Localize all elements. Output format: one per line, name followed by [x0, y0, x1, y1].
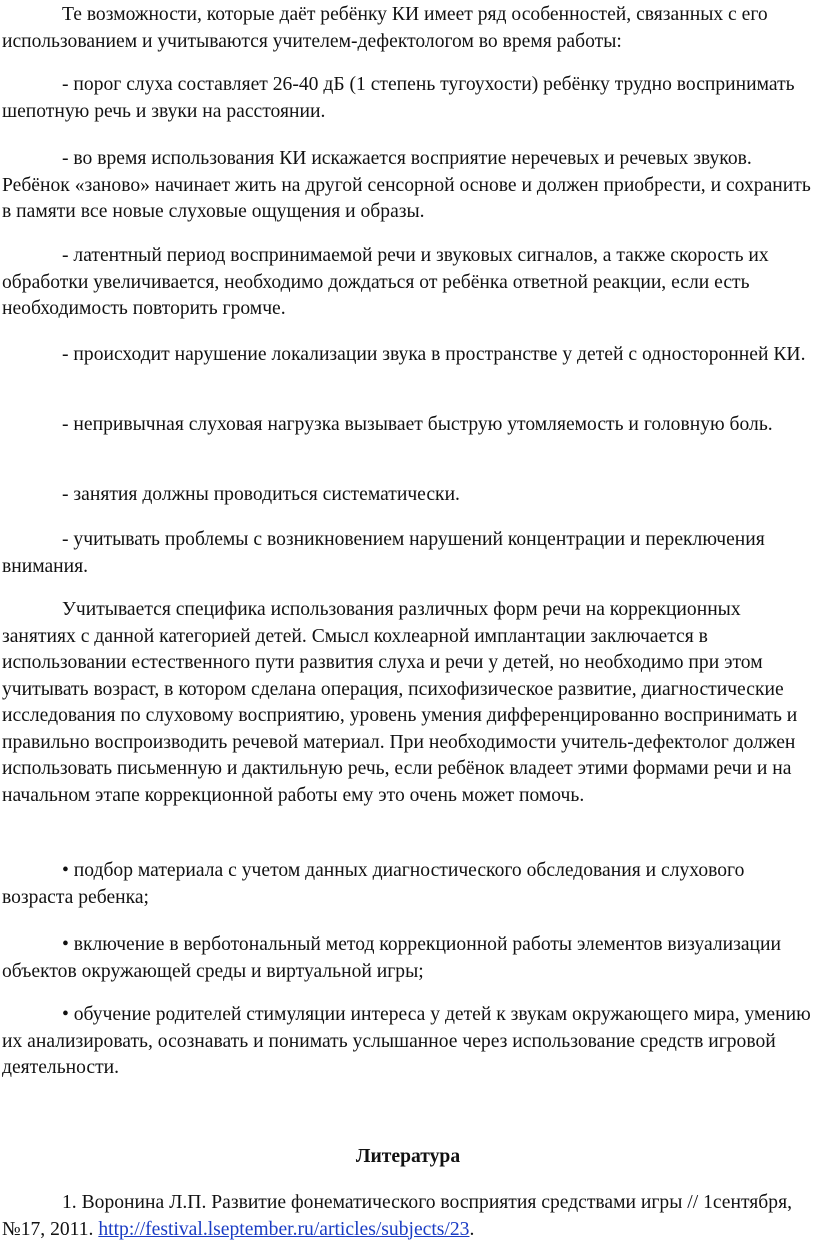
paragraph-systematic-lessons: - занятия должны проводиться систематически. — [62, 484, 460, 505]
paragraph-concentration: - учитывать проблемы с возникновением нарушений концентрации и переключения внимания. — [2, 529, 765, 577]
paragraph-hearing-threshold: - порог слуха составляет 26-40 дБ (1 степень тугоухости) ребёнку трудно воспринимать шепотную речь и звуки на расстоянии. — [2, 74, 795, 122]
bullet-parent-training: • обучение родителей стимуляции интереса у детей к звукам окружающего мира, умению их анализировать, осознавать и понимать услышанное через использование средств игровой деятельности. — [2, 1004, 811, 1078]
paragraph-sound-localization: - происходит нарушение локализации звука в пространстве у детей с односторонней КИ. — [62, 344, 806, 365]
literature-item-1-end: . — [469, 1218, 475, 1240]
paragraph-auditory-load: - непривычная слуховая нагрузка вызывает быструю утомляемость и головную боль. — [62, 414, 773, 435]
paragraph-intro: Те возможности, которые даёт ребёнку КИ имеет ряд особенностей, связанных с его использованием и учитываются учителем-дефектологом во время работы: — [2, 4, 768, 52]
bullet-material-selection: • подбор материала с учетом данных диагностического обследования и слухового возраста ребенка; — [2, 860, 745, 908]
literature-item-1-link[interactable]: http://festival.lseptember.ru/articles/subjects/23 — [98, 1218, 470, 1240]
paragraph-latent-period: - латентный период воспринимаемой речи и звуковых сигналов, а также скорость их обработки увеличивается, необходимо дождаться от ребёнка ответной реакции, если есть необходимость повторить громче. — [2, 245, 769, 319]
literature-item-1-text: 1. Воронина Л.П. Развитие фонематического восприятия средствами игры // 1сентября, №17, 2011. — [2, 1192, 792, 1240]
bullet-verbotonal-method: • включение в верботональный метод коррекционной работы элементов визуализации объектов окружающей среды и виртуальной игры; — [2, 934, 781, 982]
literature-heading: Литература — [355, 1146, 461, 1167]
paragraph-sound-distortion: - во время использования КИ искажается восприятие неречевых и речевых звуков. Ребёнок «заново» начинает жить на другой сенсорной основе и должен приобрести, и сохранить в памяти все новые слуховые ощущения и образы. — [2, 148, 811, 222]
literature-item-1 — [2, 1190, 814, 1243]
paragraph-speech-forms: Учитывается специфика использования различных форм речи на коррекционных занятиях с данной категорией детей. Смысл кохлеарной имплантации заключается в использовании естественного пути развития слуха и речи у детей, но необходимо при этом учитывать возраст, в котором сделана операция, психофизическое развитие, диагностические исследования по слуховому восприятию, уровень умения дифференцированно воспринимать и правильно воспроизводить речевой материал. При необходимости учитель-дефектолог должен использовать письменную и дактильную речь, если ребёнок владеет этими формами речи и на начальном этапе коррекционной работы ему это очень может помочь. — [2, 599, 798, 806]
